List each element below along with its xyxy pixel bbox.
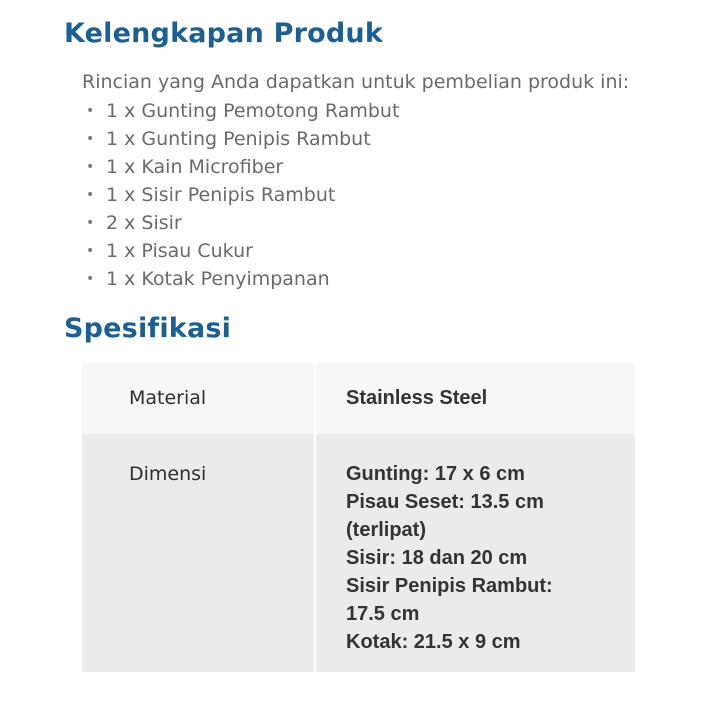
list-item-text: 1 x Pisau Cukur xyxy=(106,240,253,262)
spec-value-line: Gunting: 17 x 6 cm xyxy=(346,463,525,485)
list-item-text: 2 x Sisir xyxy=(106,212,182,234)
list-item-text: 1 x Gunting Pemotong Rambut xyxy=(106,100,400,122)
list-item-text: 1 x Kotak Penyimpanan xyxy=(106,268,330,290)
list-item xyxy=(86,265,399,293)
list-item-text: 1 x Sisir Penipis Rambut xyxy=(106,184,336,206)
section-title-kelengkapan: Kelengkapan Produk xyxy=(64,18,383,49)
spec-value-line: (terlipat) xyxy=(346,519,426,541)
spec-value-line: Pisau Seset: 13.5 cm xyxy=(346,491,544,513)
bullet-icon: • xyxy=(86,271,95,287)
list-item xyxy=(86,209,399,237)
bullet-icon: • xyxy=(86,103,95,119)
list-item xyxy=(86,153,399,181)
list-item xyxy=(86,97,399,125)
list-item-text: 1 x Gunting Penipis Rambut xyxy=(106,128,371,150)
section-title-spesifikasi: Spesifikasi xyxy=(64,313,232,344)
bullet-icon: • xyxy=(86,187,95,203)
spec-value-material xyxy=(316,363,635,434)
bullet-icon: • xyxy=(86,131,95,147)
bullet-icon: • xyxy=(86,215,95,231)
table-row-dimensi xyxy=(82,434,635,672)
table-row-material xyxy=(82,363,635,434)
spec-value-line: Sisir Penipis Rambut: xyxy=(346,575,553,597)
list-item xyxy=(86,181,399,209)
bullet-icon: • xyxy=(86,243,95,259)
list-item xyxy=(86,125,399,153)
kelengkapan-list xyxy=(86,97,399,293)
kelengkapan-intro: Rincian yang Anda dapatkan untuk pembelian produk ini: xyxy=(82,71,630,93)
spec-value-line: Sisir: 18 dan 20 cm xyxy=(346,547,528,569)
list-item-text: 1 x Kain Microfiber xyxy=(106,156,284,178)
spec-label-material: Material xyxy=(82,363,316,434)
bullet-icon: • xyxy=(86,159,95,175)
spec-label-dimensi: Dimensi xyxy=(82,434,316,672)
spec-value-dimensi xyxy=(316,434,635,672)
spec-value-line: Stainless Steel xyxy=(346,387,488,409)
spec-value-line: Kotak: 21.5 x 9 cm xyxy=(346,631,521,653)
spec-value-line: 17.5 cm xyxy=(346,603,420,625)
spec-table xyxy=(82,363,635,672)
list-item xyxy=(86,237,399,265)
